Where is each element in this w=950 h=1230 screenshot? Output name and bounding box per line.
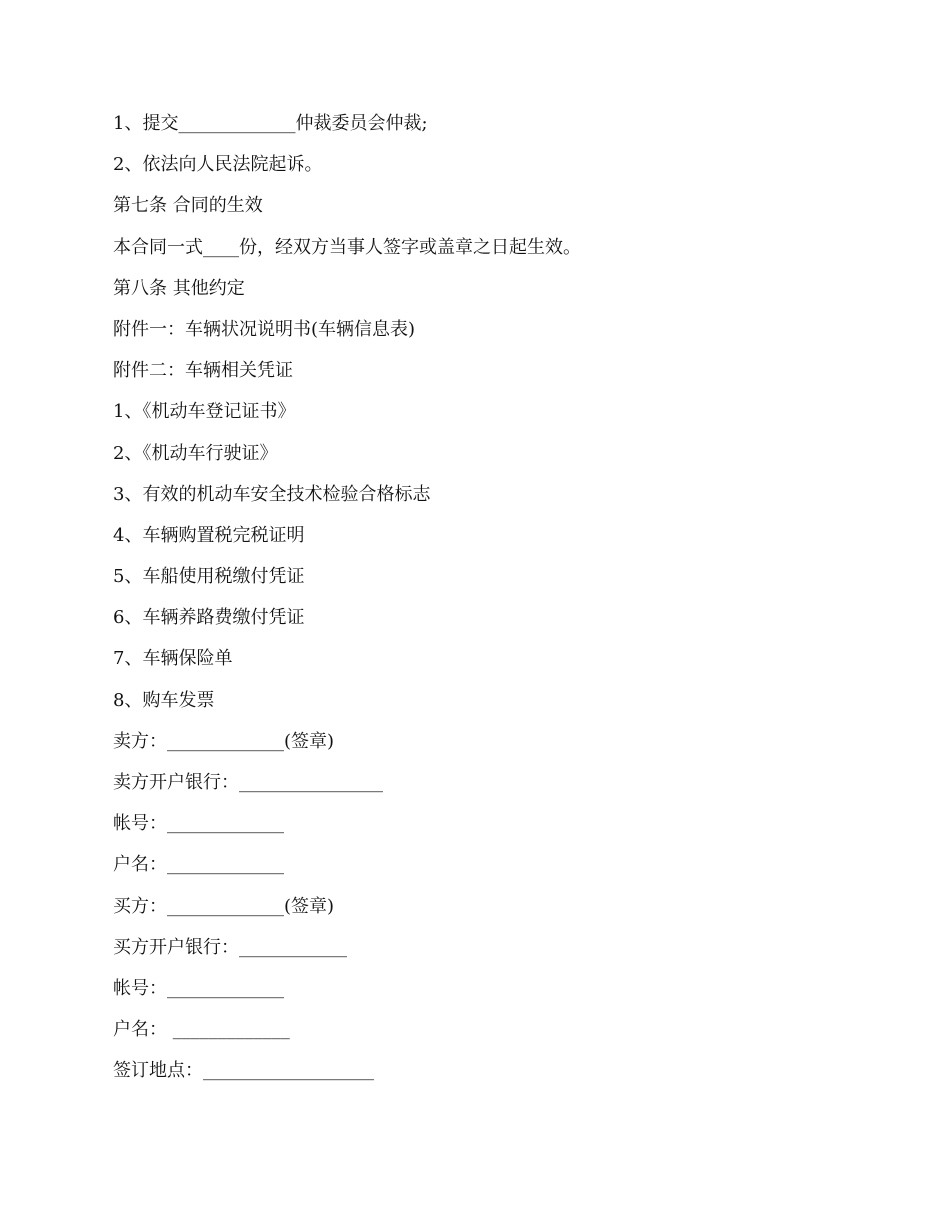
seller-account-line: 帐号：_____________: [113, 813, 284, 835]
attachment-one: 附件一：车辆状况说明书(车辆信息表): [113, 318, 416, 340]
list-item: 8、购车发票: [113, 689, 215, 711]
article-eight-heading: 第八条 其他约定: [113, 277, 245, 299]
list-item: 4、车辆购置税完税证明: [113, 524, 305, 546]
list-item: 2、《机动车行驶证》: [113, 442, 278, 464]
buyer-bank-line: 买方开户银行：____________: [113, 936, 347, 958]
article-seven-heading: 第七条 合同的生效: [113, 195, 263, 217]
list-item: 7、车辆保险单: [113, 648, 233, 670]
attachment-two: 附件二：车辆相关凭证: [113, 360, 293, 382]
seller-account-name-line: 户名：_____________: [113, 854, 284, 876]
seller-bank-line: 卖方开户银行：________________: [113, 772, 383, 793]
list-item: 1、《机动车登记证书》: [113, 401, 296, 423]
list-item: 3、有效的机动车安全技术检验合格标志: [113, 483, 431, 505]
list-item: 6、车辆养路费缴付凭证: [113, 607, 305, 629]
clause-arbitration: 1、提交_____________仲裁委员会仲裁;: [113, 113, 428, 134]
buyer-account-line: 帐号：_____________: [113, 977, 284, 999]
signing-place-line: 签订地点：___________________: [113, 1060, 374, 1082]
document-body: [113, 109, 893, 1098]
clause-lawsuit: 2、依法向人民法院起诉。: [113, 154, 323, 176]
article-seven-text: 本合同一式____份，经双方当事人签字或盖章之日起生效。: [113, 236, 581, 258]
seller-signature-line: 卖方：_____________(签章): [113, 730, 335, 752]
list-item: 5、车船使用税缴付凭证: [113, 566, 305, 588]
buyer-signature-line: 买方：_____________(签章): [113, 895, 335, 917]
buyer-account-name-line: 户名： _____________: [113, 1019, 290, 1041]
